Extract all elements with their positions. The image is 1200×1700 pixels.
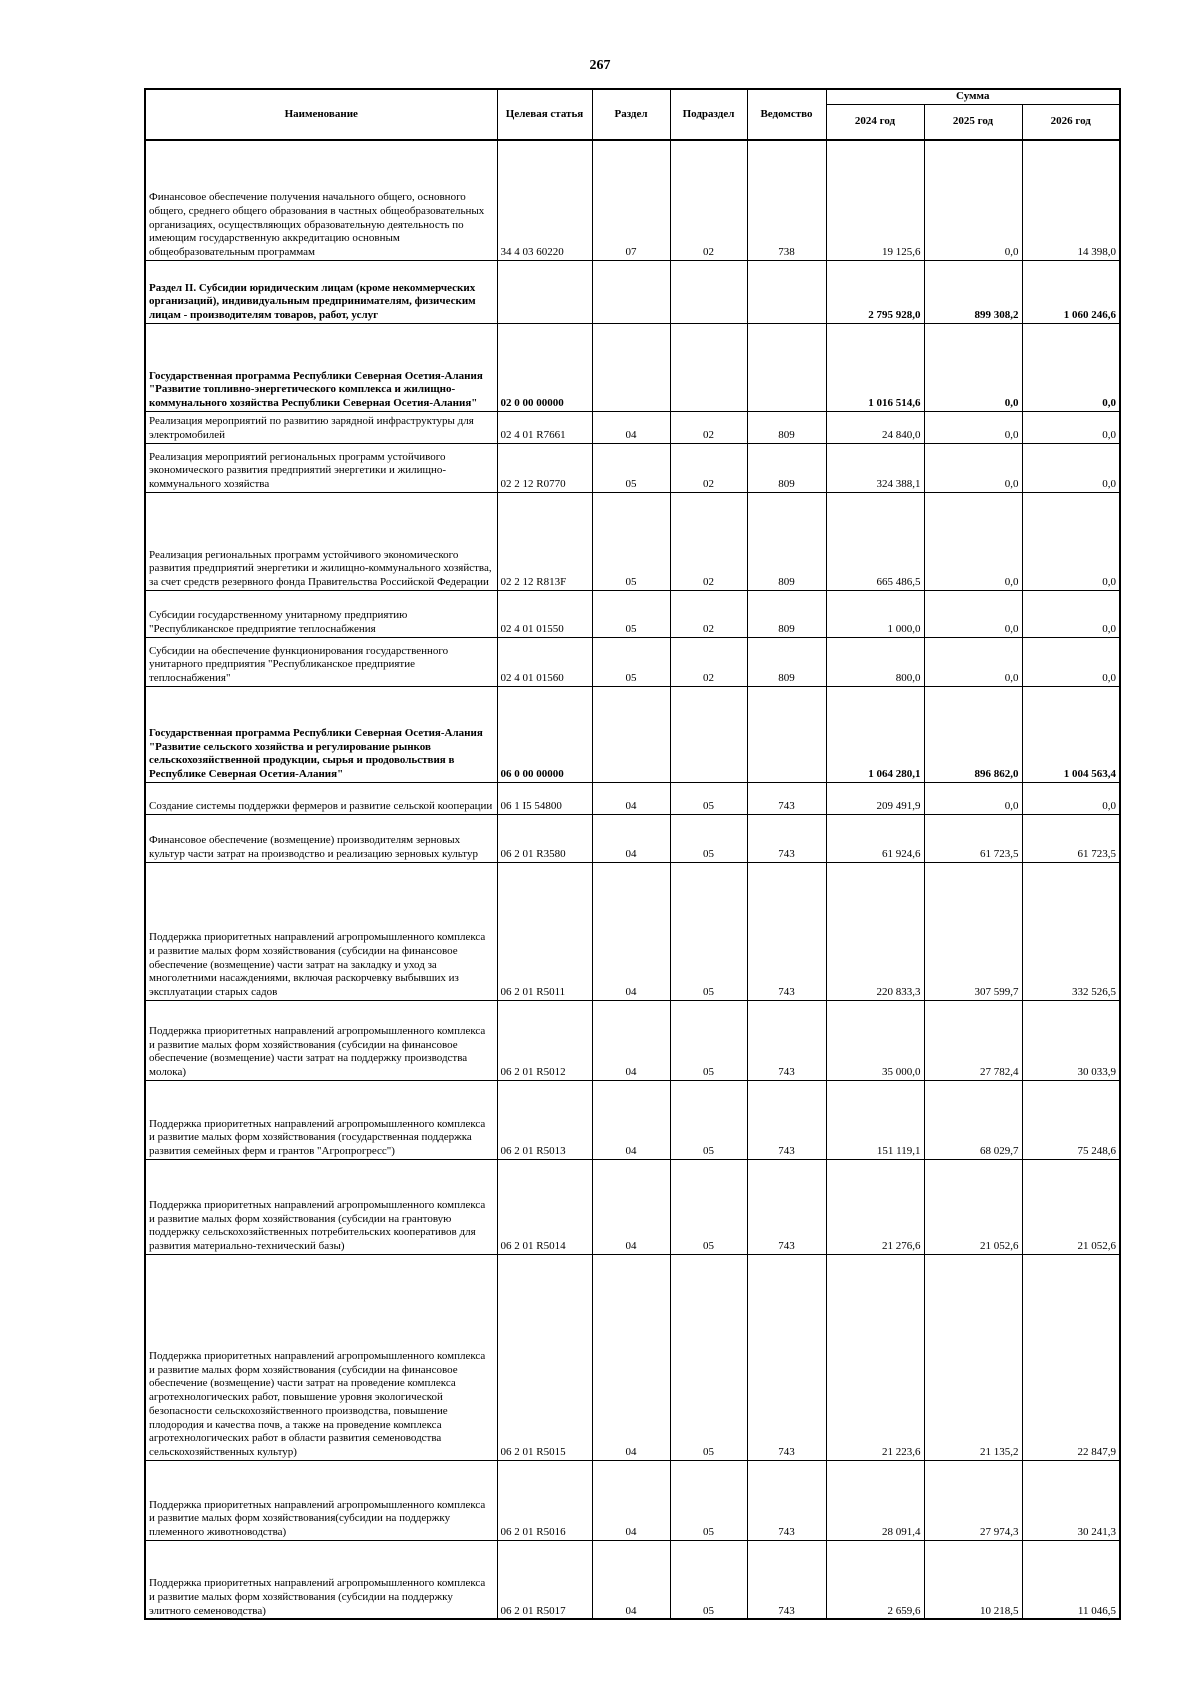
row-sum-2026: 0,0 xyxy=(1022,411,1120,443)
row-sum-2024: 209 491,9 xyxy=(826,782,924,814)
row-name: Раздел II. Субсидии юридическим лицам (кроме некоммерческих организаций), индивидуальным предпринимателям, физическим лицам - производителям товаров, работ, услуг xyxy=(145,260,497,323)
row-subsection: 05 xyxy=(670,1159,747,1254)
row-sum-2025: 0,0 xyxy=(924,411,1022,443)
row-name: Реализация мероприятий по развитию зарядной инфраструктуры для электромобилей xyxy=(145,411,497,443)
row-sum-2026: 0,0 xyxy=(1022,492,1120,590)
header-year-2024: 2024 год xyxy=(826,104,924,140)
row-sum-2024: 1 016 514,6 xyxy=(826,323,924,411)
row-section: 04 xyxy=(592,1540,670,1619)
row-target-article: 06 2 01 R5015 xyxy=(497,1254,592,1460)
row-sum-2024: 1 064 280,1 xyxy=(826,686,924,782)
row-sum-2026: 61 723,5 xyxy=(1022,814,1120,862)
row-sum-2026: 75 248,6 xyxy=(1022,1080,1120,1159)
table-row xyxy=(145,814,1120,862)
row-target-article: 06 2 01 R5017 xyxy=(497,1540,592,1619)
row-department: 743 xyxy=(747,782,826,814)
row-target-article: 06 2 01 R5016 xyxy=(497,1460,592,1540)
row-section xyxy=(592,686,670,782)
table-row xyxy=(145,782,1120,814)
row-subsection: 02 xyxy=(670,443,747,492)
row-name: Поддержка приоритетных направлений агропромышленного комплекса и развитие малых форм хозяйствования (государственная поддержка развития семейных ферм и грантов "Агропрогресс") xyxy=(145,1080,497,1159)
row-sum-2024: 1 000,0 xyxy=(826,590,924,637)
row-sum-2026: 0,0 xyxy=(1022,590,1120,637)
row-sum-2025: 0,0 xyxy=(924,637,1022,686)
row-sum-2026: 30 033,9 xyxy=(1022,1000,1120,1080)
row-sum-2025: 61 723,5 xyxy=(924,814,1022,862)
row-name: Реализация региональных программ устойчивого экономического развития предприятий энергетики и жилищно-коммунального хозяйства, за счет средств резервного фонда Правительства Российской Федерации xyxy=(145,492,497,590)
row-sum-2026: 332 526,5 xyxy=(1022,862,1120,1000)
header-target-article: Целевая статья xyxy=(497,89,592,140)
row-department: 809 xyxy=(747,637,826,686)
row-department: 809 xyxy=(747,411,826,443)
row-section xyxy=(592,260,670,323)
row-subsection: 05 xyxy=(670,862,747,1000)
row-subsection: 05 xyxy=(670,1540,747,1619)
row-sum-2024: 151 119,1 xyxy=(826,1080,924,1159)
row-sum-2024: 220 833,3 xyxy=(826,862,924,1000)
table-row xyxy=(145,411,1120,443)
table-row xyxy=(145,1159,1120,1254)
row-section: 05 xyxy=(592,590,670,637)
row-sum-2025: 0,0 xyxy=(924,782,1022,814)
row-department: 743 xyxy=(747,862,826,1000)
row-name: Субсидии на обеспечение функционирования государственного унитарного предприятия "Республиканское предприятие теплоснабжения" xyxy=(145,637,497,686)
table-row xyxy=(145,686,1120,782)
row-target-article: 02 4 01 01550 xyxy=(497,590,592,637)
row-section: 04 xyxy=(592,1080,670,1159)
row-sum-2024: 2 659,6 xyxy=(826,1540,924,1619)
row-sum-2025: 0,0 xyxy=(924,443,1022,492)
row-target-article: 06 1 I5 54800 xyxy=(497,782,592,814)
row-target-article: 06 2 01 R5012 xyxy=(497,1000,592,1080)
row-sum-2024: 21 276,6 xyxy=(826,1159,924,1254)
row-section xyxy=(592,323,670,411)
row-department: 738 xyxy=(747,140,826,260)
row-section: 04 xyxy=(592,814,670,862)
page-number: 267 xyxy=(589,58,611,73)
row-section: 04 xyxy=(592,1159,670,1254)
table-row xyxy=(145,443,1120,492)
row-target-article xyxy=(497,260,592,323)
row-name: Финансовое обеспечение получения начального общего, основного общего, среднего общего образования в частных общеобразовательных организациях, осуществляющих образовательную деятельность по имеющим государственную аккредитацию основным общеобразовательным программам xyxy=(145,140,497,260)
table-body xyxy=(145,140,1120,1619)
header-year-2025: 2025 год xyxy=(924,104,1022,140)
row-department xyxy=(747,686,826,782)
row-subsection: 05 xyxy=(670,782,747,814)
row-sum-2025: 896 862,0 xyxy=(924,686,1022,782)
row-department: 809 xyxy=(747,590,826,637)
budget-table xyxy=(144,88,1121,1620)
row-section: 05 xyxy=(592,443,670,492)
table-row xyxy=(145,637,1120,686)
row-subsection xyxy=(670,686,747,782)
row-name: Создание системы поддержки фермеров и развитие сельской кооперации xyxy=(145,782,497,814)
table-row xyxy=(145,862,1120,1000)
row-sum-2026: 0,0 xyxy=(1022,782,1120,814)
table-row xyxy=(145,323,1120,411)
row-sum-2025: 0,0 xyxy=(924,492,1022,590)
row-target-article: 02 0 00 00000 xyxy=(497,323,592,411)
row-sum-2025: 10 218,5 xyxy=(924,1540,1022,1619)
row-department: 743 xyxy=(747,814,826,862)
row-sum-2026: 14 398,0 xyxy=(1022,140,1120,260)
row-sum-2026: 11 046,5 xyxy=(1022,1540,1120,1619)
header-sum: Сумма xyxy=(826,89,1120,104)
row-department: 743 xyxy=(747,1254,826,1460)
row-section: 04 xyxy=(592,1254,670,1460)
table-row xyxy=(145,1080,1120,1159)
row-name: Государственная программа Республики Северная Осетия-Алания "Развитие топливно-энергетического комплекса и жилищно-коммунального хозяйства Республики Северная Осетия-Алания" xyxy=(145,323,497,411)
row-subsection: 05 xyxy=(670,1460,747,1540)
table-row xyxy=(145,590,1120,637)
row-sum-2026: 1 060 246,6 xyxy=(1022,260,1120,323)
row-subsection xyxy=(670,323,747,411)
row-section: 04 xyxy=(592,1460,670,1540)
row-section: 04 xyxy=(592,1000,670,1080)
table-row xyxy=(145,1540,1120,1619)
row-sum-2025: 0,0 xyxy=(924,323,1022,411)
row-sum-2025: 0,0 xyxy=(924,140,1022,260)
row-department xyxy=(747,260,826,323)
row-subsection: 02 xyxy=(670,637,747,686)
row-name: Финансовое обеспечение (возмещение) производителям зерновых культур части затрат на производство и реализацию зерновых культур xyxy=(145,814,497,862)
row-target-article: 06 2 01 R5014 xyxy=(497,1159,592,1254)
row-target-article: 02 2 12 R813F xyxy=(497,492,592,590)
header-department: Ведомство xyxy=(747,89,826,140)
row-department: 743 xyxy=(747,1159,826,1254)
table-row xyxy=(145,1460,1120,1540)
row-section: 04 xyxy=(592,411,670,443)
row-section: 04 xyxy=(592,782,670,814)
row-target-article: 06 0 00 00000 xyxy=(497,686,592,782)
table-row xyxy=(145,140,1120,260)
row-name: Государственная программа Республики Северная Осетия-Алания "Развитие сельского хозяйства и регулирование рынков сельскохозяйственной продукции, сырья и продовольствия в Республике Северная Осетия-Алания" xyxy=(145,686,497,782)
row-sum-2024: 61 924,6 xyxy=(826,814,924,862)
row-target-article: 02 4 01 01560 xyxy=(497,637,592,686)
header-subsection: Подраздел xyxy=(670,89,747,140)
row-section: 05 xyxy=(592,637,670,686)
row-sum-2025: 27 974,3 xyxy=(924,1460,1022,1540)
row-sum-2025: 0,0 xyxy=(924,590,1022,637)
row-sum-2024: 19 125,6 xyxy=(826,140,924,260)
row-subsection xyxy=(670,260,747,323)
row-subsection: 02 xyxy=(670,140,747,260)
row-sum-2026: 30 241,3 xyxy=(1022,1460,1120,1540)
row-section: 07 xyxy=(592,140,670,260)
row-department: 743 xyxy=(747,1460,826,1540)
row-section: 04 xyxy=(592,862,670,1000)
row-subsection: 02 xyxy=(670,411,747,443)
row-subsection: 02 xyxy=(670,590,747,637)
row-department: 809 xyxy=(747,443,826,492)
row-name: Поддержка приоритетных направлений агропромышленного комплекса и развитие малых форм хозяйствования (субсидии на поддержку элитного семеноводства) xyxy=(145,1540,497,1619)
row-sum-2024: 324 388,1 xyxy=(826,443,924,492)
header-section: Раздел xyxy=(592,89,670,140)
row-sum-2026: 21 052,6 xyxy=(1022,1159,1120,1254)
header-year-2026: 2026 год xyxy=(1022,104,1120,140)
row-sum-2025: 899 308,2 xyxy=(924,260,1022,323)
row-sum-2025: 21 135,2 xyxy=(924,1254,1022,1460)
row-subsection: 05 xyxy=(670,1000,747,1080)
row-name: Поддержка приоритетных направлений агропромышленного комплекса и развитие малых форм хозяйствования (субсидии на финансовое обеспечение (возмещение) части затрат на поддержку производства молока) xyxy=(145,1000,497,1080)
row-target-article: 06 2 01 R5013 xyxy=(497,1080,592,1159)
row-target-article: 06 2 01 R5011 xyxy=(497,862,592,1000)
row-name: Поддержка приоритетных направлений агропромышленного комплекса и развитие малых форм хозяйствования(субсидии на поддержку племенного животноводства) xyxy=(145,1460,497,1540)
row-sum-2024: 35 000,0 xyxy=(826,1000,924,1080)
table-row xyxy=(145,260,1120,323)
row-sum-2026: 0,0 xyxy=(1022,637,1120,686)
row-sum-2024: 28 091,4 xyxy=(826,1460,924,1540)
row-name: Поддержка приоритетных направлений агропромышленного комплекса и развитие малых форм хозяйствования (субсидии на финансовое обеспечение (возмещение) части затрат на проведение комплекса агротехнологических работ, повышение уровня экологической безопасности сельскохозяйственного производства, повышение плодородия и качества почв, а также на проведение комплекса агротехнологических работ в области развития семеноводства сельскохозяйственных культур) xyxy=(145,1254,497,1460)
row-department: 743 xyxy=(747,1000,826,1080)
header-name: Наименование xyxy=(145,89,497,140)
row-sum-2024: 2 795 928,0 xyxy=(826,260,924,323)
row-department: 743 xyxy=(747,1080,826,1159)
row-sum-2026: 22 847,9 xyxy=(1022,1254,1120,1460)
row-target-article: 02 4 01 R7661 xyxy=(497,411,592,443)
row-sum-2026: 0,0 xyxy=(1022,443,1120,492)
row-target-article: 34 4 03 60220 xyxy=(497,140,592,260)
row-name: Реализация мероприятий региональных программ устойчивого экономического развития предприятий энергетики и жилищно-коммунального хозяйства xyxy=(145,443,497,492)
row-subsection: 02 xyxy=(670,492,747,590)
row-sum-2025: 307 599,7 xyxy=(924,862,1022,1000)
row-sum-2025: 68 029,7 xyxy=(924,1080,1022,1159)
row-department xyxy=(747,323,826,411)
row-subsection: 05 xyxy=(670,1080,747,1159)
row-sum-2024: 21 223,6 xyxy=(826,1254,924,1460)
row-sum-2024: 665 486,5 xyxy=(826,492,924,590)
row-subsection: 05 xyxy=(670,814,747,862)
table-header xyxy=(145,89,1120,140)
table-row xyxy=(145,1254,1120,1460)
row-sum-2024: 800,0 xyxy=(826,637,924,686)
table-row xyxy=(145,1000,1120,1080)
row-sum-2025: 27 782,4 xyxy=(924,1000,1022,1080)
row-department: 743 xyxy=(747,1540,826,1619)
row-sum-2026: 1 004 563,4 xyxy=(1022,686,1120,782)
table-row xyxy=(145,492,1120,590)
row-sum-2025: 21 052,6 xyxy=(924,1159,1022,1254)
row-name: Поддержка приоритетных направлений агропромышленного комплекса и развитие малых форм хозяйствования (субсидии на грантовую поддержку сельскохозяйственных потребительских кооперативов для развития материально-технический базы) xyxy=(145,1159,497,1254)
row-name: Поддержка приоритетных направлений агропромышленного комплекса и развитие малых форм хозяйствования (субсидии на финансовое обеспечение (возмещение) части затрат на закладку и уход за многолетними насаждениями, включая раскорчевку выбывших из эксплуатации старых садов xyxy=(145,862,497,1000)
row-name: Субсидии государственному унитарному предприятию "Республиканское предприятие теплоснабжения xyxy=(145,590,497,637)
row-sum-2024: 24 840,0 xyxy=(826,411,924,443)
row-sum-2026: 0,0 xyxy=(1022,323,1120,411)
row-subsection: 05 xyxy=(670,1254,747,1460)
row-target-article: 02 2 12 R0770 xyxy=(497,443,592,492)
row-section: 05 xyxy=(592,492,670,590)
row-department: 809 xyxy=(747,492,826,590)
row-target-article: 06 2 01 R3580 xyxy=(497,814,592,862)
